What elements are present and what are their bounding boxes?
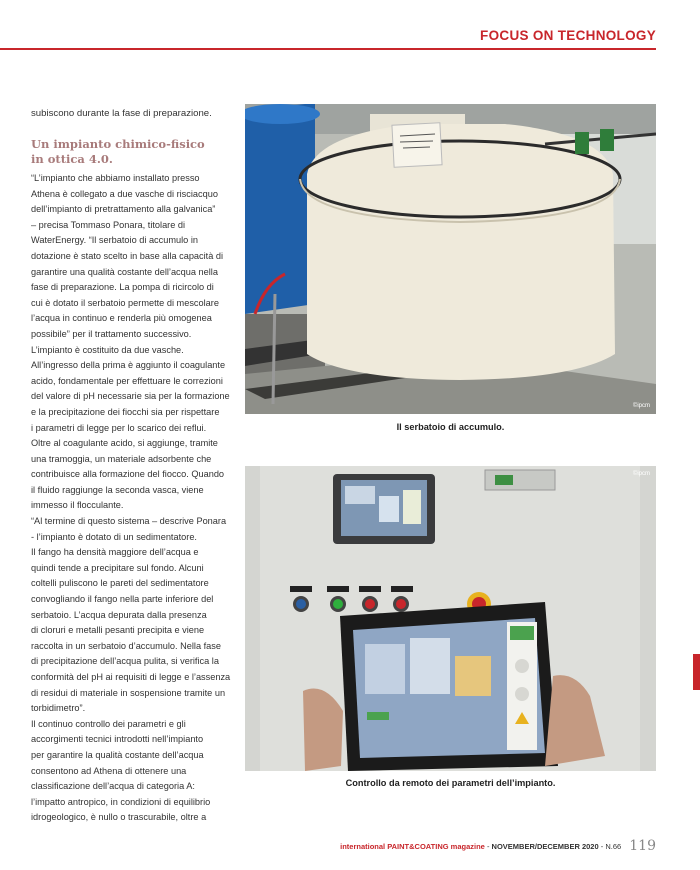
side-tab — [693, 654, 700, 690]
control-panel-photo — [245, 466, 656, 771]
body-text-line: di cloruri e metalli pesanti precipita e viene — [31, 625, 205, 636]
body-text-line: “Al termine di questo sistema – descrive Ponara — [31, 516, 227, 527]
tank-photo — [245, 104, 656, 414]
body-text-line: dotazione è stato scelto in base alla capacità di — [31, 250, 224, 261]
control-panel-illustration — [245, 466, 656, 771]
body-text-line: del valore di pH necessarie sia per la formazione — [31, 391, 230, 402]
photo-credit: ©ipcm — [632, 403, 650, 409]
photo-credit: ©ipcm — [632, 471, 650, 477]
heading-line: Un impianto chimico-fisico — [31, 137, 205, 151]
body-text-line: l’impatto antropico, in condizioni di equilibrio — [31, 796, 211, 807]
body-text-line: consentono ad Athena di ottenere una — [31, 765, 187, 776]
body-text-line: di precipitazione dell’acqua pulita, si verifica la — [31, 656, 219, 667]
body-text-line: torbidimetro”. — [31, 703, 86, 714]
page-number: 119 — [629, 838, 656, 854]
body-text-line: e la precipitazione dei fiocchi sia per rispettare — [31, 406, 220, 417]
body-text-line: i parametri di legge per lo scarico dei reflui. — [31, 422, 207, 433]
body-text-line: Athena è collegato a due vasche di risciacquo — [31, 188, 218, 199]
tank-photo-caption: Il serbatoio di accumulo. — [396, 422, 505, 432]
body-text-line: immesso il flocculante. — [31, 500, 124, 511]
body-text-line: “L’impianto che abbiamo installato presso — [31, 173, 200, 183]
body-text-line: conformità del pH ai requisiti di legge e l’assenza — [31, 672, 231, 682]
page-footer: international PAINT&COATING magazine - NOVEMBER/DECEMBER 2020 - N.66 119 — [340, 838, 656, 854]
body-text-line: il fluido raggiunge la seconda vasca, viene — [31, 484, 204, 495]
tank-illustration — [245, 104, 656, 414]
body-text-line: per garantire la qualità costante dell’acqua — [31, 749, 204, 760]
body-text-line: garantire una qualità costante dell’acqua nella — [31, 266, 218, 277]
body-text-line: Il fango ha densità maggiore dell’acqua e — [31, 547, 199, 558]
body-text-line: Oltre al coagulante acido, si aggiunge, tramite — [31, 438, 218, 449]
body-text-line: cui è dotato il serbatoio permette di mescolare — [31, 297, 219, 308]
body-text-line: possibile” per il trattamento successivo. — [31, 328, 192, 339]
body-text-line: convogliando il fango nella parte inferiore del — [31, 594, 214, 605]
body-text-line: - l’impianto è dotato di un sedimentatore. — [31, 531, 197, 542]
body-text-line: di residui di materiale in sospensione tramite un — [31, 687, 226, 698]
body-text-line: L’impianto è costituito da due vasche. — [31, 344, 184, 355]
body-text-line: Il continuo controllo dei parametri e gli — [31, 718, 186, 729]
body-text-line: idrogeologico, è nullo o trascurabile, oltre a — [31, 812, 207, 823]
footer-date: NOVEMBER/DECEMBER 2020 — [491, 842, 599, 851]
article-body — [31, 171, 236, 826]
header-rule — [0, 48, 656, 50]
body-text-line: raccolta in un serbatoio d’accumulo. Nella fase — [31, 640, 221, 651]
body-text-line: coltelli puliscono le pareti del sedimentatore — [31, 578, 209, 589]
section-heading — [31, 137, 221, 166]
footer-magazine: international PAINT&COATING magazine — [340, 842, 485, 851]
body-text-line: l’acqua in continuo e renderla più omogenea — [31, 313, 212, 324]
body-text-line: serbatoio. L’acqua depurata dalla presenza — [31, 609, 207, 620]
body-text-line: quindi tende a precipitare sul fondo. Alcuni — [31, 562, 204, 573]
body-text-line: – precisa Tommaso Ponara, titolare di — [31, 219, 186, 230]
control-panel-photo-caption: Controllo da remoto dei parametri dell’impianto. — [345, 778, 556, 788]
footer-issue: N.66 — [605, 842, 622, 851]
body-text-line: All’ingresso della prima è aggiunto il coagulante — [31, 360, 226, 371]
body-text-line: contribuisce alla formazione del fiocco. Quando — [31, 469, 225, 480]
body-text-line: WaterEnergy. “Il serbatoio di accumulo in — [31, 235, 198, 246]
body-text-line: fase di preparazione. La pompa di ricircolo di — [31, 282, 214, 293]
body-text-line: classificazione dell’acqua di categoria A: — [31, 781, 195, 792]
body-text-line: accorgimenti tecnici introdotti nell’impianto — [31, 734, 204, 745]
body-text-line: dell’impianto di pretrattamento alla galvanica” — [31, 204, 216, 215]
section-header-title: FOCUS ON TECHNOLOGY — [480, 28, 656, 43]
body-text-line: una tramoggia, un materiale adsorbente che — [31, 453, 212, 464]
heading-line: in ottica 4.0. — [31, 151, 113, 166]
body-text-line: acido, fondamentale per effettuare le correzioni — [31, 375, 223, 386]
lead-line: subiscono durante la fase di preparazione. — [31, 108, 212, 119]
